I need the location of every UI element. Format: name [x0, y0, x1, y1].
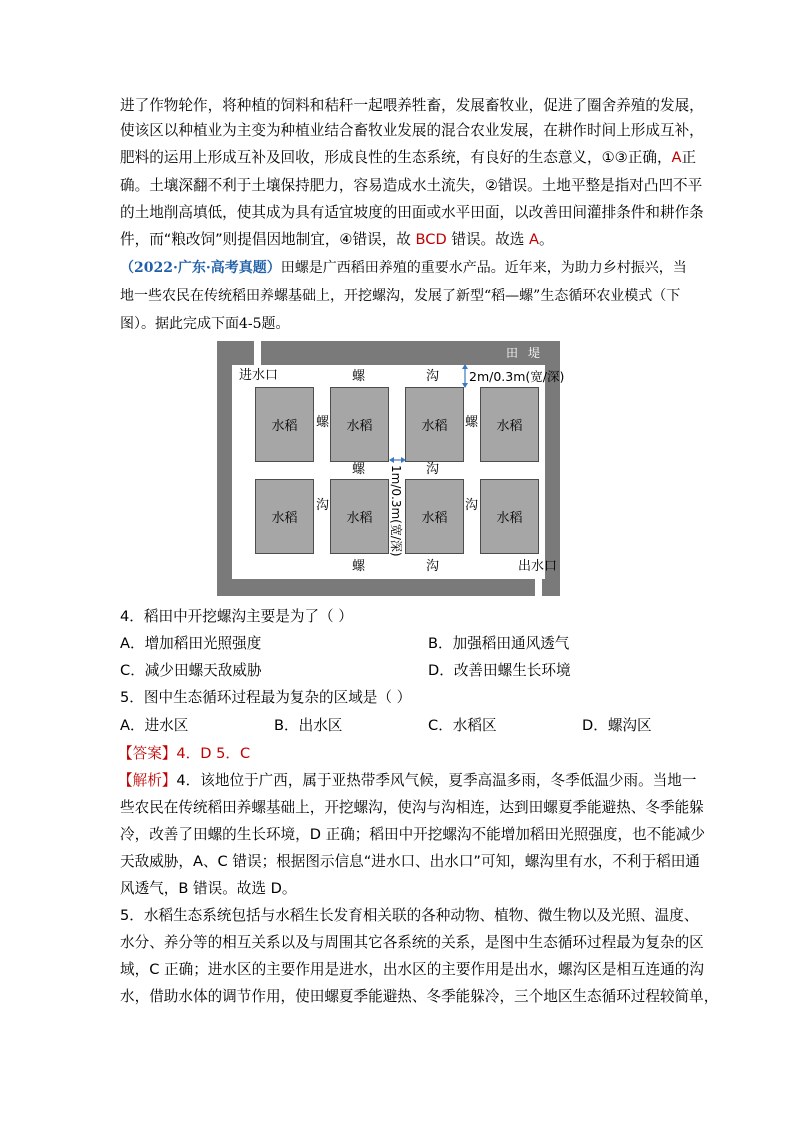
channel-label: 沟 — [316, 498, 330, 513]
rice-paddy: 水稻 — [405, 387, 464, 462]
analysis-line: 域，C 正确；进水区的主要作用是进水，出水区的主要作用是出水，螺沟区是相互连通的沟 — [120, 961, 704, 978]
option-a: A．增加稻田光照强度 — [120, 635, 262, 652]
channel-label: 沟 — [465, 498, 479, 513]
analysis-line: 些农民在传统稻田养螺基础上，开挖螺沟，使沟与沟相连，达到田螺夏季能避热、冬季能躲 — [120, 799, 704, 816]
mid-channel-dimension: 1m/0.3m(宽/深) — [389, 465, 403, 557]
answer-line — [118, 745, 250, 763]
rice-paddy: 水稻 — [255, 387, 314, 462]
outlet-label: 出水口 — [518, 559, 558, 574]
rice-paddy: 水稻 — [405, 479, 464, 554]
answer-letter: A — [671, 149, 682, 166]
inlet-label: 进水口 — [239, 368, 279, 383]
rice-paddy: 水稻 — [255, 479, 314, 554]
analysis-line: 天敌威胁，A、C 错误；根据图示信息“进水口、出水口”可知，螺沟里有水，不利于稻田通 — [120, 853, 700, 870]
analysis-line: 5．水稻生态系统包括与水稻生长发育相关联的各种动物、植物、微生物以及光照、温度、 — [120, 907, 699, 924]
rice-paddy: 水稻 — [480, 387, 539, 462]
question-stem: 4．稻田中开挖螺沟主要是为了（ ） — [120, 608, 353, 625]
analysis-line: 冷，改善了田螺的生长环境，D 正确；稻田中开挖螺沟不能增加稻田光照强度，也不能减少 — [120, 826, 706, 843]
rice-paddy: 水稻 — [330, 479, 389, 554]
option-d: D．螺沟区 — [582, 717, 652, 734]
dike-label: 田堤 — [505, 346, 550, 360]
question-stem: 5．图中生态循环过程最为复杂的区域是（ ） — [120, 689, 412, 706]
channel-label: 螺 — [352, 462, 366, 477]
channel-label: 螺 — [352, 369, 366, 384]
option-b: B．加强稻田通风透气 — [428, 635, 570, 652]
channel-label: 沟 — [426, 369, 440, 384]
answer-text: 4．D 5．C — [176, 745, 251, 762]
option-c: C．水稻区 — [428, 717, 497, 734]
top-channel-dimension: 2m/0.3m(宽/深) — [469, 369, 565, 384]
arrow-head — [389, 457, 394, 463]
analysis-line: 水，借助水体的调节作用，使田螺夏季能避热、冬季能躲冷，三个地区生态循环过程较简单， — [120, 988, 719, 1005]
intro-line: 地一些农民在传统稻田养螺基础上，开挖螺沟，发展了新型“稻—螺”生态循环农业模式（下 — [120, 288, 681, 304]
analysis-line: 风透气，B 错误。故选 D。 — [120, 880, 297, 897]
analysis-line: 肥料的运用上形成互补及回收，形成良性的生态系统，有良好的生态意义，①③正确，A正 — [120, 149, 697, 166]
analysis-line: 使该区以种植业为主变为种植业结合畜牧业发展的混合农业发展，在耕作时间上形成互补， — [120, 122, 704, 139]
channel-label: 螺 — [352, 559, 366, 574]
arrow-head — [462, 364, 468, 369]
channel-label: 沟 — [426, 462, 440, 477]
option-d: D．改善田螺生长环境 — [428, 662, 571, 679]
option-a: A．进水区 — [120, 717, 189, 734]
rice-snail-diagram — [217, 341, 565, 596]
answer-tag: 【答案】 — [118, 745, 177, 762]
analysis-line: 的土地削高填低，使其成为具有适宜坡度的田面或水平田面，以改善田间灌排条件和耕作条 — [120, 204, 704, 221]
analysis-line: 确。土壤深翻不利于土壤保持肥力，容易造成水土流失，②错误。土地平整是指对凸凹不平 — [120, 177, 703, 194]
analysis-line: 进了作物轮作，将种植的饲料和秸秆一起喂养牲畜，发展畜牧业，促进了圈舍养殖的发展， — [120, 97, 704, 114]
option-c: C．减少田螺天敌威胁 — [120, 662, 262, 679]
analysis-line: 水分、养分等的相互关系以及与周围其它各系统的关系，是图中生态循环过程最为复杂的区 — [120, 934, 704, 951]
option-b: B．出水区 — [274, 717, 343, 734]
intro-line: 图）。据此完成下面4-5题。 — [120, 316, 290, 332]
channel-label: 沟 — [426, 559, 440, 574]
question-source: （2022·广东·高考真题） — [120, 260, 281, 276]
arrow-head — [401, 457, 406, 463]
channel-label: 螺 — [465, 415, 479, 430]
rice-paddy: 水稻 — [480, 479, 539, 554]
rice-paddy: 水稻 — [330, 387, 389, 462]
channel-label: 螺 — [316, 415, 330, 430]
analysis-line: 件，而“粮改饲”则提倡因地制宜，④错误，故 BCD 错误。故选 A。 — [120, 231, 554, 248]
analysis-tag: 【解析】 — [118, 772, 177, 789]
arrow-head — [462, 383, 468, 388]
